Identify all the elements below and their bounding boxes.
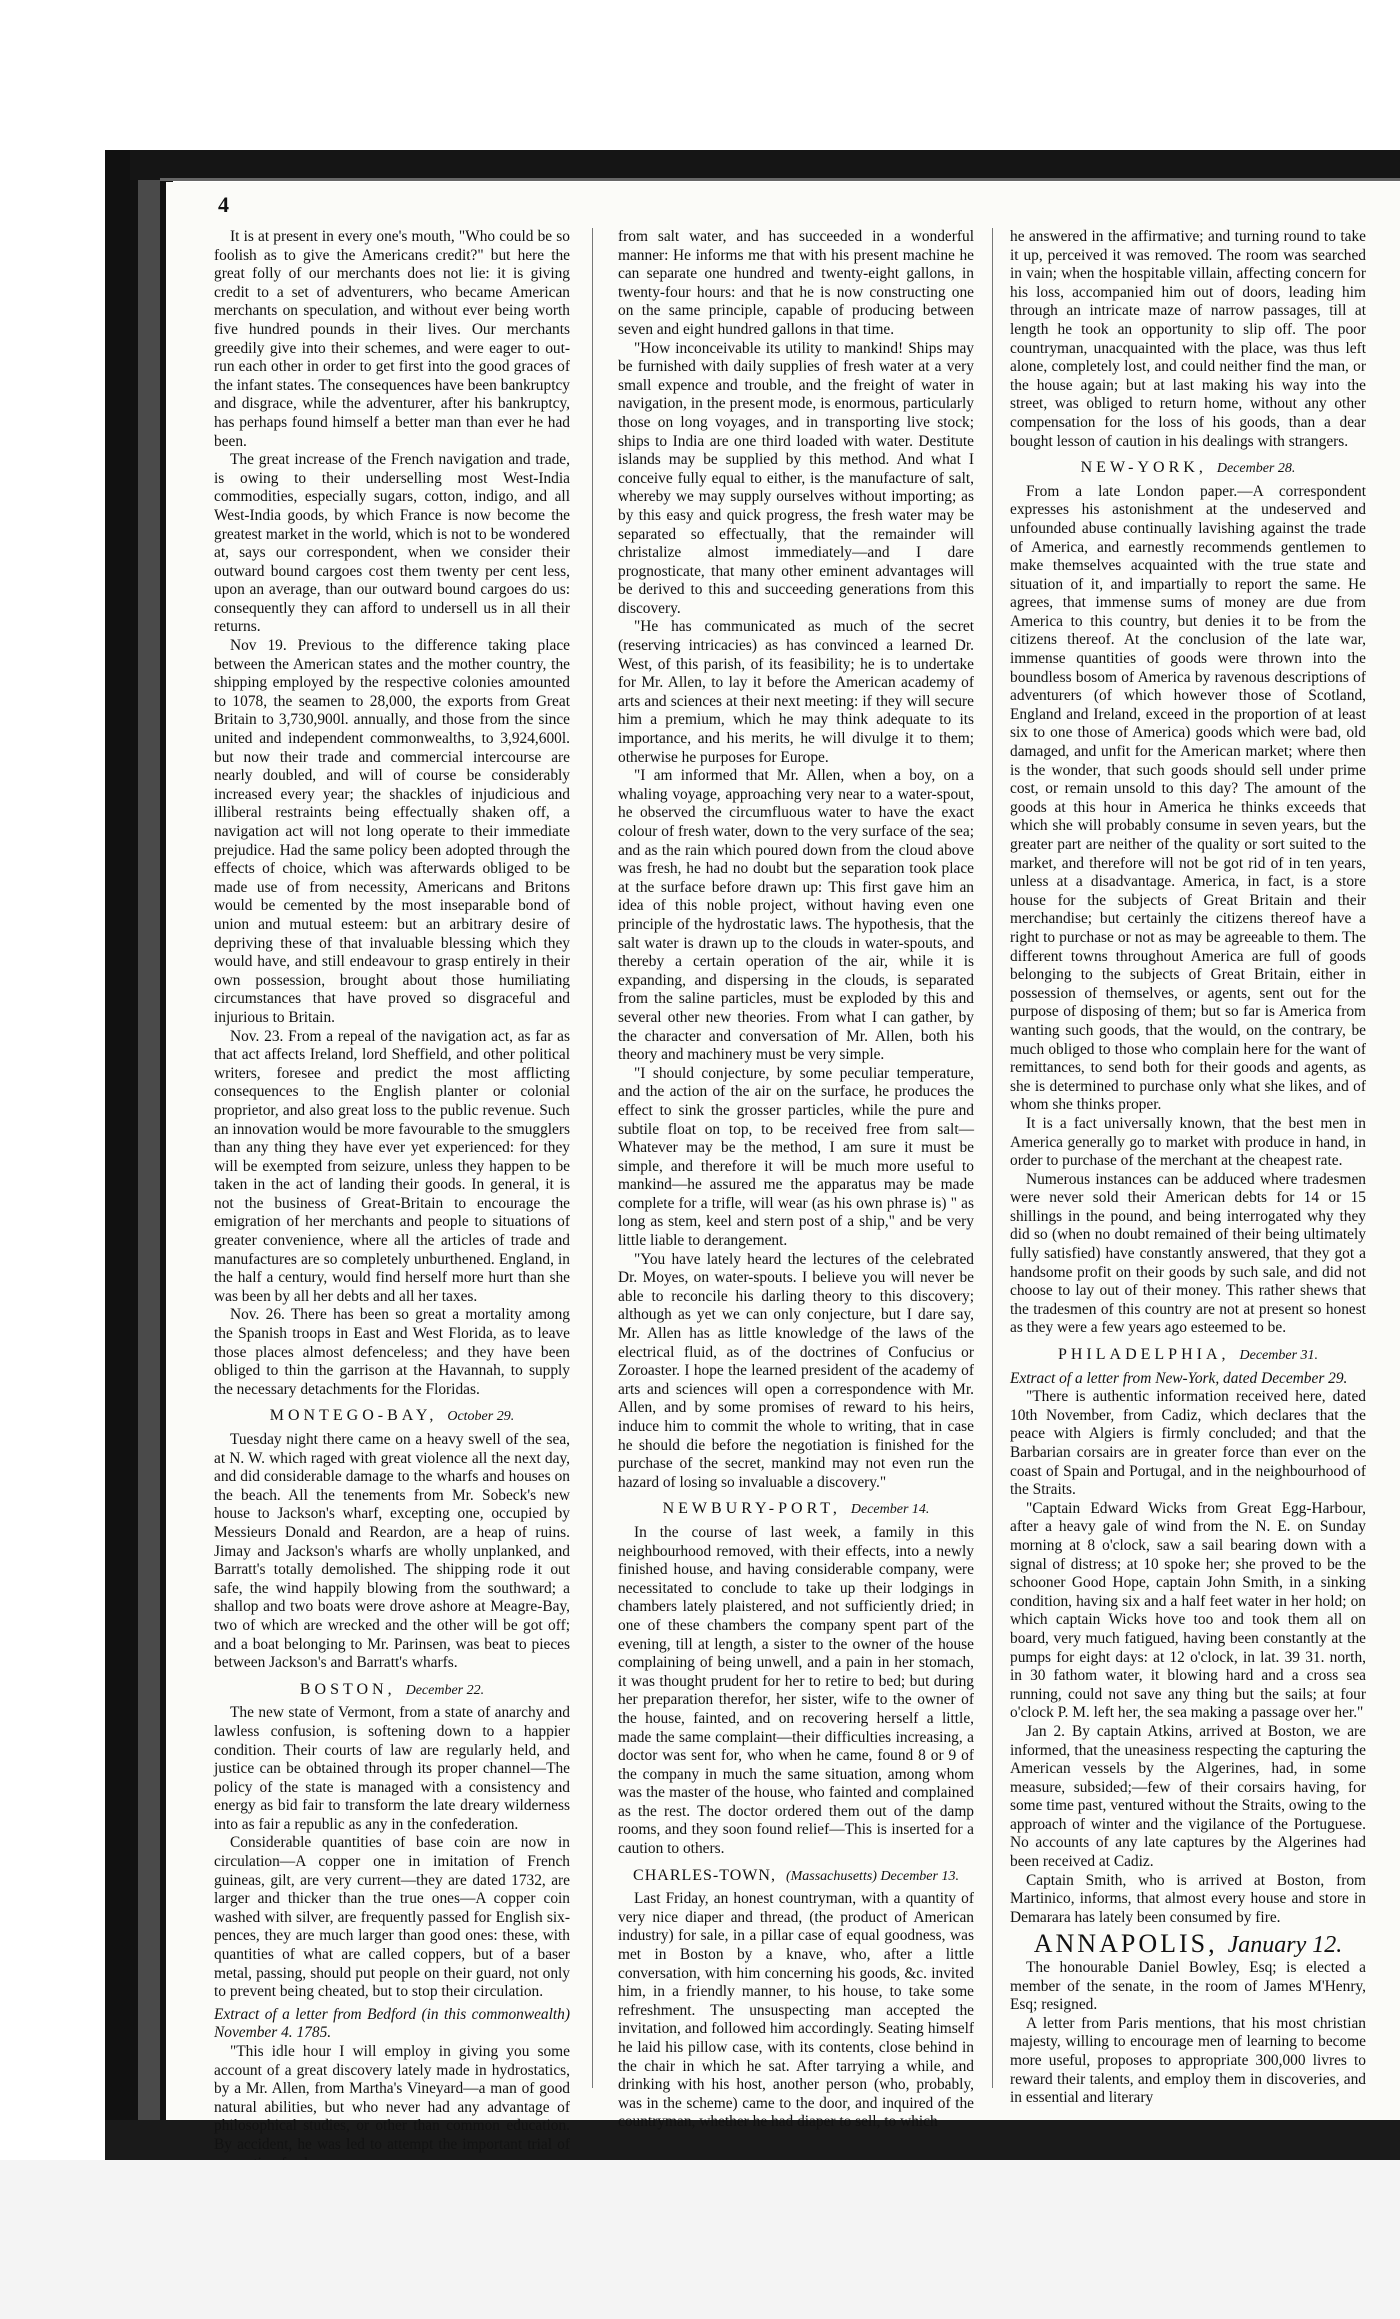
column-rule <box>992 228 993 2088</box>
paragraph: "You have lately heard the lectures of the celebrated Dr. Moyes, on water-spouts. I believe you will never be able to reconcile his darling theory to this discovery; although as yet we can only conjecture, but I dare say, Mr. Allen has as little knowledge of the laws of the electrical fluid, as of the doctrines of Confucius or Zoroaster. I hope the learned president of the academy of arts and sciences will open a correspondence with Mr. Allen, and by some promises of reward to his heirs, induce him to commit the whole to writing, that in case he should die before the negotiation is finished for the purchase of the secret, mankind may not even run the hazard of losing so invaluable a discovery." <box>618 1250 974 1491</box>
dateline-date: December 22. <box>405 1682 485 1698</box>
paragraph: Jan 2. By captain Atkins, arrived at Boston, we are informed, that the uneasiness respecting the capturing the American vessels by the Algerines, had, in some measure, subsided;—few of their corsairs having, for some time past, ventured without the Straits, owing to the approach of winter and the vigilance of the Portuguese. No accounts of any late captures by the Algerines had been received at Cadiz. <box>1010 1722 1366 1871</box>
dateline-heading <box>1010 459 1366 479</box>
paragraph: "He has communicated as much of the secret (reserving intricacies) as has convinced a learned Dr. West, of this parish, of its feasibility; he is to undertake for Mr. Allen, to lay it before the American academy of arts and sciences at their next meeting: if they will secure him a premium, which he may think adequate to its importance, and his merits, he will divulge it to them; otherwise he purposes for Europe. <box>618 618 974 766</box>
dateline-date: (Massachusetts) December 13. <box>785 1868 959 1884</box>
dateline-date: December 31. <box>1239 1348 1319 1364</box>
scan-lower-margin <box>0 2160 1400 2319</box>
scan-top-edge <box>130 150 1400 180</box>
dateline-heading <box>618 1500 974 1520</box>
extract-heading: Extract of a letter from Bedford (in this commonwealth) November 4. 1785. <box>214 2005 570 2042</box>
dateline-heading <box>1010 1346 1366 1366</box>
paragraph: Last Friday, an honest countryman, with a quantity of very nice diaper and thread, (the product of American industry) for sale, in a pillar case of equal goodness, was met in Boston by a knave, who, after a little conversation, with him concerning his goods, &c. invited him, in a friendly manner, to his house, to take some refreshment. The unsuspecting man accepted the invitation, and followed him accordingly. Seating himself he laid his pillow case, with its contents, close behind in the chair in which he sat. After tarrying a while, and drinking with his host, another person (who, probably, was in the scheme) came to the door, and inquired of the countryman, whether he had diaper to sell, to which <box>618 1890 974 2131</box>
paragraph: The great increase of the French navigation and trade, is owing to their underselling most West-India commodities, especially sugars, cotton, indigo, and all West-India goods, by which France is now become the greatest market in the world, which is not to be wondered at, says our correspondent, when we consider their outward bound cargoes cost them twenty per cent less, upon an average, than our outward bound cargoes do us: consequently they can afford to undersell us in all their returns. <box>214 451 570 636</box>
paragraph: from salt water, and has succeeded in a wonderful manner: He informs me that with his present machine he can separate one hundred and twenty-eight gallons, in twenty-four hours: and that he is now constructing one on the same principle, capable of producing between seven and eight hundred gallons in that time. <box>618 228 974 338</box>
dateline-date: January 12. <box>1227 1932 1343 1959</box>
paragraph: It is at present in every one's mouth, "Who could be so foolish as to give the Americans credit?" but here the great folly of our merchants does not lie: it is giving credit to a set of adventurers, who became American merchants on speculation, and without ever being worth five hundred pounds in their lives. Our merchants greedily give into their schemes, and were eager to out-run each other in order to get first into the good graces of the infant states. The consequences have been bankruptcy and disgrace, while the adventurer, after his bankruptcy, has perhaps found himself a better man than ever he had been. <box>214 228 570 450</box>
column-rule <box>592 228 593 2088</box>
page-number: 4 <box>218 192 229 217</box>
paragraph: Nov. 26. There has been so great a mortality among the Spanish troops in East and West Florida, as to leave those places almost defenceless; and they have been obliged to thin the garrison at the Havannah, to supply the necessary detachments for the Floridas. <box>214 1306 570 1398</box>
paragraph: he answered in the affirmative; and turning round to take it up, perceived it was removed. The room was searched in vain; when the hospitable villain, affecting concern for his loss, accompanied him out of doors, leading him through an intricate maze of narrow passages, till at length he took an opportunity to slip off. The poor countryman, unacquainted with the place, was thus left alone, completely lost, and could neither find the man, or the house again; but at last making his way into the street, was obliged to return home, without any other compensation for the loss of his goods, than a dear bought lesson of caution in his dealings with strangers. <box>1010 228 1366 450</box>
paragraph: "How inconceivable its utility to mankind! Ships may be furnished with daily supplies of fresh water at a very small expence and trouble, and the freight of water in navigation, in the present mode, is enormous, particularly those on long voyages, and in transporting live stock; ships to India are one third loaded with water. Destitute islands may be supplied by this method. And what I conceive fully equal to either, is the manufacture of salt, whereby we may supply ourselves without importing; as by this easy and quick progress, the fresh water may be separated so effectually, that the remainder will christalize almost immediately—and I dare prognosticate, that many other eminent advantages will be derived to this and succeeding generations from this discovery. <box>618 339 974 617</box>
paragraph: The new state of Vermont, from a state of anarchy and lawless confusion, is softening down to a happier condition. Their courts of law are regularly held, and justice can be obtained through its proper channel—The policy of the state is managed with a consistency and energy as bid fair to transform the late dreary wilderness into as fair a republic as any in the confederation. <box>214 1704 570 1833</box>
dateline-date: December 28. <box>1216 461 1296 477</box>
dateline-place: NEWBURY-PORT, <box>662 1500 841 1518</box>
paragraph: "There is authentic information received here, dated 10th November, from Cadiz, which declares that the peace with Algiers is firmly concluded; and that the Barbarian corsairs are in greater force than ever on the coast of Spain and Portugal, and in the neighbourhood of the Straits. <box>1010 1388 1366 1499</box>
page-gutter <box>138 150 160 2160</box>
paragraph: From a late London paper.—A correspondent expresses his astonishment at the undeserved and unfounded abuse continually lavishing against the trade of America, and earnestly recommends gentlemen to make themselves acquainted with the true state and situation of it, and impartially to report the same. He agrees, that immense sums of money are due from America to this country, but denies it to be from the citizens thereof. At the conclusion of the late war, immense quantities of goods were thrown into the boundless bosom of America by ravenous descriptions of adventurers (of which however those of Scotland, England and Ireland, exceed in the proportion of at least six to one those of America) goods which were bad, old damaged, and unfit for the American market; where then is the wonder, that such goods should sell under prime cost, or remain unsold to this day? The amount of the goods at this hour in America he thinks exceeds that which she will probably consume in seven years, but the greater part are neither of the quality or sort suited to the market, and therefore will not be got rid of in ten years, unless at a disadvantage. America, in fact, is a store house for the subjects of Great Britain and their merchandise; but certainly the citizens thereof have a right to purchase or not as may be agreeable to them. The different towns throughout America are full of goods belonging to the subjects of Great Britain, either in possession of themselves, or agents, sent out for the purpose of disposing of them; but so far is America from wanting such goods, that the would, on the contrary, be much obliged to those who complain here for the want of remittances, to send both for their goods and agents, as she is determined to purchase only what she likes, and of whom she thinks proper. <box>1010 482 1366 1114</box>
paragraph: "I am informed that Mr. Allen, when a boy, on a whaling voyage, approaching very near to a water-spout, he observed the circumfluous water to have the exact colour of fresh water, down to the very surface of the sea; and as the rain which poured down from the cloud above was fresh, he had no doubt but the separation took place at the surface before drawn up: This first gave him an idea of this noble project, without having even one principle of the hydrostatic laws. The hypothesis, that the salt water is drawn up to the clouds in water-spouts, and thereby a certain operation of the air, while it is expanding, and dispersing in the clouds, is separated from the saline particles, must be exploded by this and several other new theories. From what I can gather, by the character and conversation of Mr. Allen, both his theory and machinery must be very simple. <box>618 767 974 1064</box>
dateline-date: October 29. <box>447 1409 515 1425</box>
paragraph: A letter from Paris mentions, that his most christian majesty, willing to encourage men of learning to become more useful, proposes to appropriate 300,000 livres to reward their talents, and employ them in discoveries, and in essential and literary <box>1010 2014 1366 2107</box>
paragraph: "Captain Edward Wicks from Great Egg-Harbour, after a heavy gale of wind from the N. E. on Sunday morning at 8 o'clock, saw a sail bearing down with a signal of distress; at 10 spoke her; she proved to be the schooner Good Hope, captain John Smith, in a sinking condition, having six and a half feet water in her hold; on which captain Wicks hove too and took them all on board, very much fatigued, having been constantly at the pumps for eight days: at 12 o'clock, in lat. 39 31. north, in 30 fathom water, it blowing hard and a cross sea running, could not save any thing but the sails; at four o'clock P. M. left her, the sea making a passage over her." <box>1010 1499 1366 1722</box>
paragraph: Nov 19. Previous to the difference taking place between the American states and the mother country, the shipping employed by the respective colonies amounted to 1078, the seamen to 28,000, the exports from Great Britain to 3,730,900l. annually, and those from the since united and independent commonwealths, to 3,924,600l. but now their trade and commercial intercourse are nearly doubled, and will of course be considerably increased every year; the shackles of injudicious and illiberal restraints being effectually shaken off, a navigation act will not long operate to their immediate prejudice. Had the same policy been adopted through the effects of choice, which was afterwards obliged to be made use of from necessity, Americans and Britons would be cemented by the most inseparable bond of union and mutual esteem: but an arbitrary desire of depriving these of that invaluable blessing which they would have, and still endeavour to grasp entirely in their own possession, brought about those humiliating circumstances that have proved so disgraceful and injurious to Britain. <box>214 637 570 1026</box>
dateline-place: CHARLES-TOWN, <box>633 1866 776 1884</box>
extract-heading: Extract of a letter from New-York, dated December 29. <box>1010 1369 1348 1387</box>
paragraph: Tuesday night there came on a heavy swell of the sea, at N. W. which raged with great violence all the next day, and did considerable damage to the wharfs and houses on the beach. All the tenements from Mr. Sobeck's new house to Jackson's wharf, excepting one, occupied by Messieurs Donald and Reardon, are a heap of ruins. Jimay and Jackson's wharfs are wholly unplanked, and Barratt's totally demolished. The shipping rode it out safe, the wind happily blowing from the southward; a shallop and two boats were drove ashore at Meagre-Bay, two of which are wrecked and the other will be got off; and a boat belonging to Mr. Parinsen, was beat to pieces between Jackson's and Barratt's wharfs. <box>214 1431 570 1672</box>
page-stack-edge <box>160 178 1400 181</box>
paragraph: "This idle hour I will employ in giving you some account of a great discovery lately made in hydrostatics, by a Mr. Allen, from Martha's Vineyard—a man of good natural abilities, but who never had any advantage of philosophical studies, or other than common education. By accident, he was led to attempt the important trial of <box>214 2043 570 2153</box>
column-2 <box>618 228 974 2132</box>
column-1 <box>214 228 570 2173</box>
column-3 <box>1010 228 1366 2108</box>
dateline-heading <box>1010 1929 1366 1959</box>
dateline-heading <box>618 1867 974 1887</box>
dateline-place: ANNAPOLIS, <box>1033 1929 1218 1959</box>
paragraph: In the course of last week, a family in this neighbourhood removed, with their effects, into a newly finished house, and having considerable company, were necessitated to conclude to take up their lodgings in chambers lately plaistered, and not sufficiently dried; in one of these chambers the company spent part of the evening, till at length, a sister to the owner of the house complaining of being unwell, and a pain in her stomach, it was thought prudent for her to retire to bed; but during her preparation therefor, her sister, wife to the owner of the house, fainted, and on recovering herself a little, made the same complaint—their difficulties increasing, a doctor was sent for, who when he came, found 8 or 9 of the company in much the same situation, among whom was the master of the house, who fainted and complained as the rest. The doctor ordered them out of the damp rooms, and they soon found relief—This is inserted for a caution to others. <box>618 1523 974 1858</box>
dateline-date: December 14. <box>850 1502 930 1518</box>
paragraph: "I should conjecture, by some peculiar temperature, and the action of the air on the surface, he produces the effect to sink the grosser particles, while the pure and subtile float on top, to be received free from salt—Whatever may be the method, I am sure it must be simple, and therefore it will be much more useful to mankind—he assured me the apparatus may be made complete for a trifle, will wear (as his own phrase is) " as long as stem, keel and stern post of a ship," and be very little liable to derangement. <box>618 1064 974 1250</box>
dateline-place: PHILADELPHIA, <box>1057 1346 1230 1364</box>
paragraph: It is a fact universally known, that the best men in America generally go to market with produce in hand, in order to purchase of the merchant at the cheapest rate. <box>1010 1114 1366 1170</box>
paragraph: Nov. 23. From a repeal of the navigation act, as far as that act affects Ireland, lord Sheffield, and other political writers, foresee and predict the most afflicting consequences to the English planter or colonial proprietor, and also great loss to the public revenue. Such an innovation would be more favourable to the smugglers than any thing they have ever yet experienced: for they will be exempted from seizure, unless they happen to be taken in the act of landing their goods. In general, it is not the business of Great-Britain to encourage the emigration of her merchants and people to situations of greater convenience, where all the articles of trade and manufactures are so completely unburthened. England, in the half a century, would find herself more hurt than she was been by all her debts and all her taxes. <box>214 1027 570 1305</box>
dateline-place: NEW-YORK, <box>1080 459 1207 477</box>
dateline-place: MONTEGO-BAY, <box>269 1407 438 1425</box>
paragraph: Considerable quantities of base coin are now in circulation—A copper one in imitation of French guineas, gilt, are very current—they are dated 1732, are larger and thicker than the true ones—A copper coin washed with silver, are frequently passed for English six-pences, they are much larger than good ones: these, with quantities of what are called coppers, but of a baser metal, passing, should put people on their guard, not only to prevent being cheated, but to stop their circulation. <box>214 1834 570 2001</box>
paragraph: The honourable Daniel Bowley, Esq; is elected a member of the senate, in the room of James M'Henry, Esq; resigned. <box>1010 1959 1366 2014</box>
newspaper-page <box>166 182 1400 2153</box>
paragraph: Numerous instances can be adduced where tradesmen were never sold their American debts for 14 or 15 shillings in the pound, and being interrogated why they did so (when no doubt remained of their being ultimately fully satisfied) have constantly answered, that they got a handsome profit on their goods by such sale, and did not choose to lay out of their money. This rather shews that the tradesmen of this country are not at present so honest as they were a few years ago esteemed to be. <box>1010 1170 1366 1337</box>
dateline-place: BOSTON, <box>299 1680 396 1698</box>
dateline-heading <box>214 1407 570 1427</box>
paragraph: Captain Smith, who is arrived at Boston, from Martinico, informs, that almost every house and store in Demarara has lately been consumed by fire. <box>1010 1871 1366 1926</box>
dateline-heading <box>214 1681 570 1701</box>
